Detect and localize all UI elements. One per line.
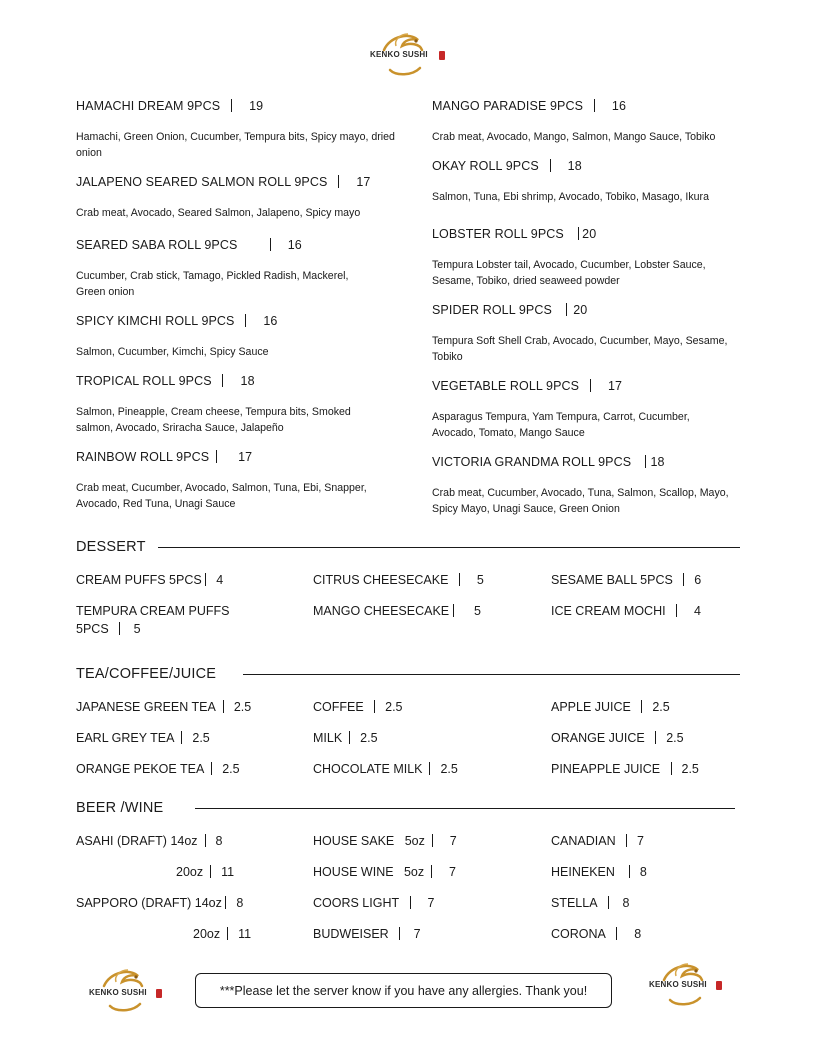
- list-item: COFFEE 2.5: [313, 700, 403, 714]
- menu-item-title: OKAY ROLL 9PCS 18: [432, 159, 582, 173]
- menu-item-description: Crab meat, Cucumber, Avocado, Tuna, Salmon, Scallop, Mayo, Spicy Mayo, Unagi Sauce, Green Onion: [432, 487, 729, 515]
- section-divider: [243, 674, 740, 675]
- brand-name: KENKO SUSHI: [649, 980, 707, 989]
- list-item: MILK 2.5: [313, 731, 378, 745]
- menu-item-description: Salmon, Cucumber, Kimchi, Spicy Sauce: [76, 346, 269, 358]
- list-item: APPLE JUICE 2.5: [551, 700, 670, 714]
- menu-item-description: Salmon, Tuna, Ebi shrimp, Avocado, Tobiko, Masago, Ikura: [432, 191, 709, 203]
- list-item: CITRUS CHEESECAKE 5: [313, 573, 484, 587]
- section-title-dessert: DESSERT: [76, 539, 146, 555]
- seal-icon: [716, 981, 722, 990]
- list-item: 20oz 11: [176, 865, 235, 879]
- section-title-drinks: TEA/COFFEE/JUICE: [76, 666, 217, 682]
- list-item: ORANGE JUICE 2.5: [551, 731, 684, 745]
- top-logo: [366, 30, 456, 80]
- menu-item-description: Salmon, Pineapple, Cream cheese, Tempura bits, Smoked salmon, Avocado, Sriracha Sauce, Jalapeño: [76, 406, 351, 434]
- menu-item-description: Asparagus Tempura, Yam Tempura, Carrot, Cucumber, Avocado, Tomato, Mango Sauce: [432, 411, 690, 439]
- section-divider: [158, 547, 740, 548]
- menu-item-description: Crab meat, Avocado, Seared Salmon, Jalapeno, Spicy mayo: [76, 207, 361, 219]
- list-item: HOUSE WINE 5oz 7: [313, 865, 456, 879]
- list-item: ICE CREAM MOCHI 4: [551, 604, 701, 618]
- brand-name: KENKO SUSHI: [370, 50, 428, 59]
- allergy-notice: [195, 973, 612, 1008]
- menu-item-description: Crab meat, Avocado, Mango, Salmon, Mango Sauce, Tobiko: [432, 131, 716, 143]
- list-item: 5PCS 5: [76, 622, 141, 636]
- list-item: ORANGE PEKOE TEA 2.5: [76, 762, 240, 776]
- list-item: JAPANESE GREEN TEA 2.5: [76, 700, 252, 714]
- list-item: HOUSE SAKE 5oz 7: [313, 834, 457, 848]
- menu-item-description: Cucumber, Crab stick, Tamago, Pickled Radish, Mackerel, Green onion: [76, 270, 349, 298]
- list-item: SESAME BALL 5PCS 6: [551, 573, 702, 587]
- seal-icon: [439, 51, 445, 60]
- list-item: COORS LIGHT 7: [313, 896, 435, 910]
- list-item: SAPPORO (DRAFT) 14oz 8: [76, 896, 244, 910]
- list-item: MANGO CHEESECAKE 5: [313, 604, 481, 618]
- menu-item-title: MANGO PARADISE 9PCS 16: [432, 99, 626, 113]
- list-item: ASAHI (DRAFT) 14oz 8: [76, 834, 223, 848]
- menu-item-title: TROPICAL ROLL 9PCS 18: [76, 374, 255, 388]
- seal-icon: [156, 989, 162, 998]
- list-item: CORONA 8: [551, 927, 642, 941]
- menu-item-title: HAMACHI DREAM 9PCS 19: [76, 99, 264, 113]
- list-item: EARL GREY TEA 2.5: [76, 731, 210, 745]
- list-item: CREAM PUFFS 5PCS 4: [76, 573, 224, 587]
- list-item: TEMPURA CREAM PUFFS: [76, 604, 230, 618]
- footer-logo-right: [646, 960, 736, 1010]
- list-item: CANADIAN 7: [551, 834, 644, 848]
- menu-item-description: Tempura Soft Shell Crab, Avocado, Cucumber, Mayo, Sesame, Tobiko: [432, 335, 728, 363]
- section-divider: [195, 808, 735, 809]
- menu-item-title: SPICY KIMCHI ROLL 9PCS 16: [76, 314, 278, 328]
- list-item: STELLA 8: [551, 896, 630, 910]
- menu-item-title: SEARED SABA ROLL 9PCS 16: [76, 238, 302, 252]
- list-item: BUDWEISER 7: [313, 927, 421, 941]
- section-title-beer-wine: BEER /WINE: [76, 800, 164, 816]
- list-item: CHOCOLATE MILK 2.5: [313, 762, 458, 776]
- menu-item-description: Hamachi, Green Onion, Cucumber, Tempura bits, Spicy mayo, dried onion: [76, 131, 395, 159]
- menu-item-title: RAINBOW ROLL 9PCS 17: [76, 450, 253, 464]
- menu-item-title: VICTORIA GRANDMA ROLL 9PCS 18: [432, 455, 665, 469]
- menu-item-title: SPIDER ROLL 9PCS 20: [432, 303, 588, 317]
- list-item: HEINEKEN 8: [551, 865, 647, 879]
- menu-item-title: LOBSTER ROLL 9PCS 20: [432, 227, 597, 241]
- list-item: 20oz 11: [193, 927, 252, 941]
- menu-item-description: Tempura Lobster tail, Avocado, Cucumber, Lobster Sauce, Sesame, Tobiko, dried seaweed powder: [432, 259, 706, 287]
- menu-item-title: VEGETABLE ROLL 9PCS 17: [432, 379, 623, 393]
- allergy-notice-text: ***Please let the server know if you have any allergies. Thank you!: [219, 983, 588, 998]
- list-item: PINEAPPLE JUICE 2.5: [551, 762, 699, 776]
- menu-item-title: JALAPENO SEARED SALMON ROLL 9PCS 17: [76, 175, 371, 189]
- brand-name: KENKO SUSHI: [89, 988, 147, 997]
- menu-item-description: Crab meat, Cucumber, Avocado, Salmon, Tuna, Ebi, Snapper, Avocado, Red Tuna, Unagi Sauce: [76, 482, 367, 510]
- footer-logo-left: [86, 966, 176, 1016]
